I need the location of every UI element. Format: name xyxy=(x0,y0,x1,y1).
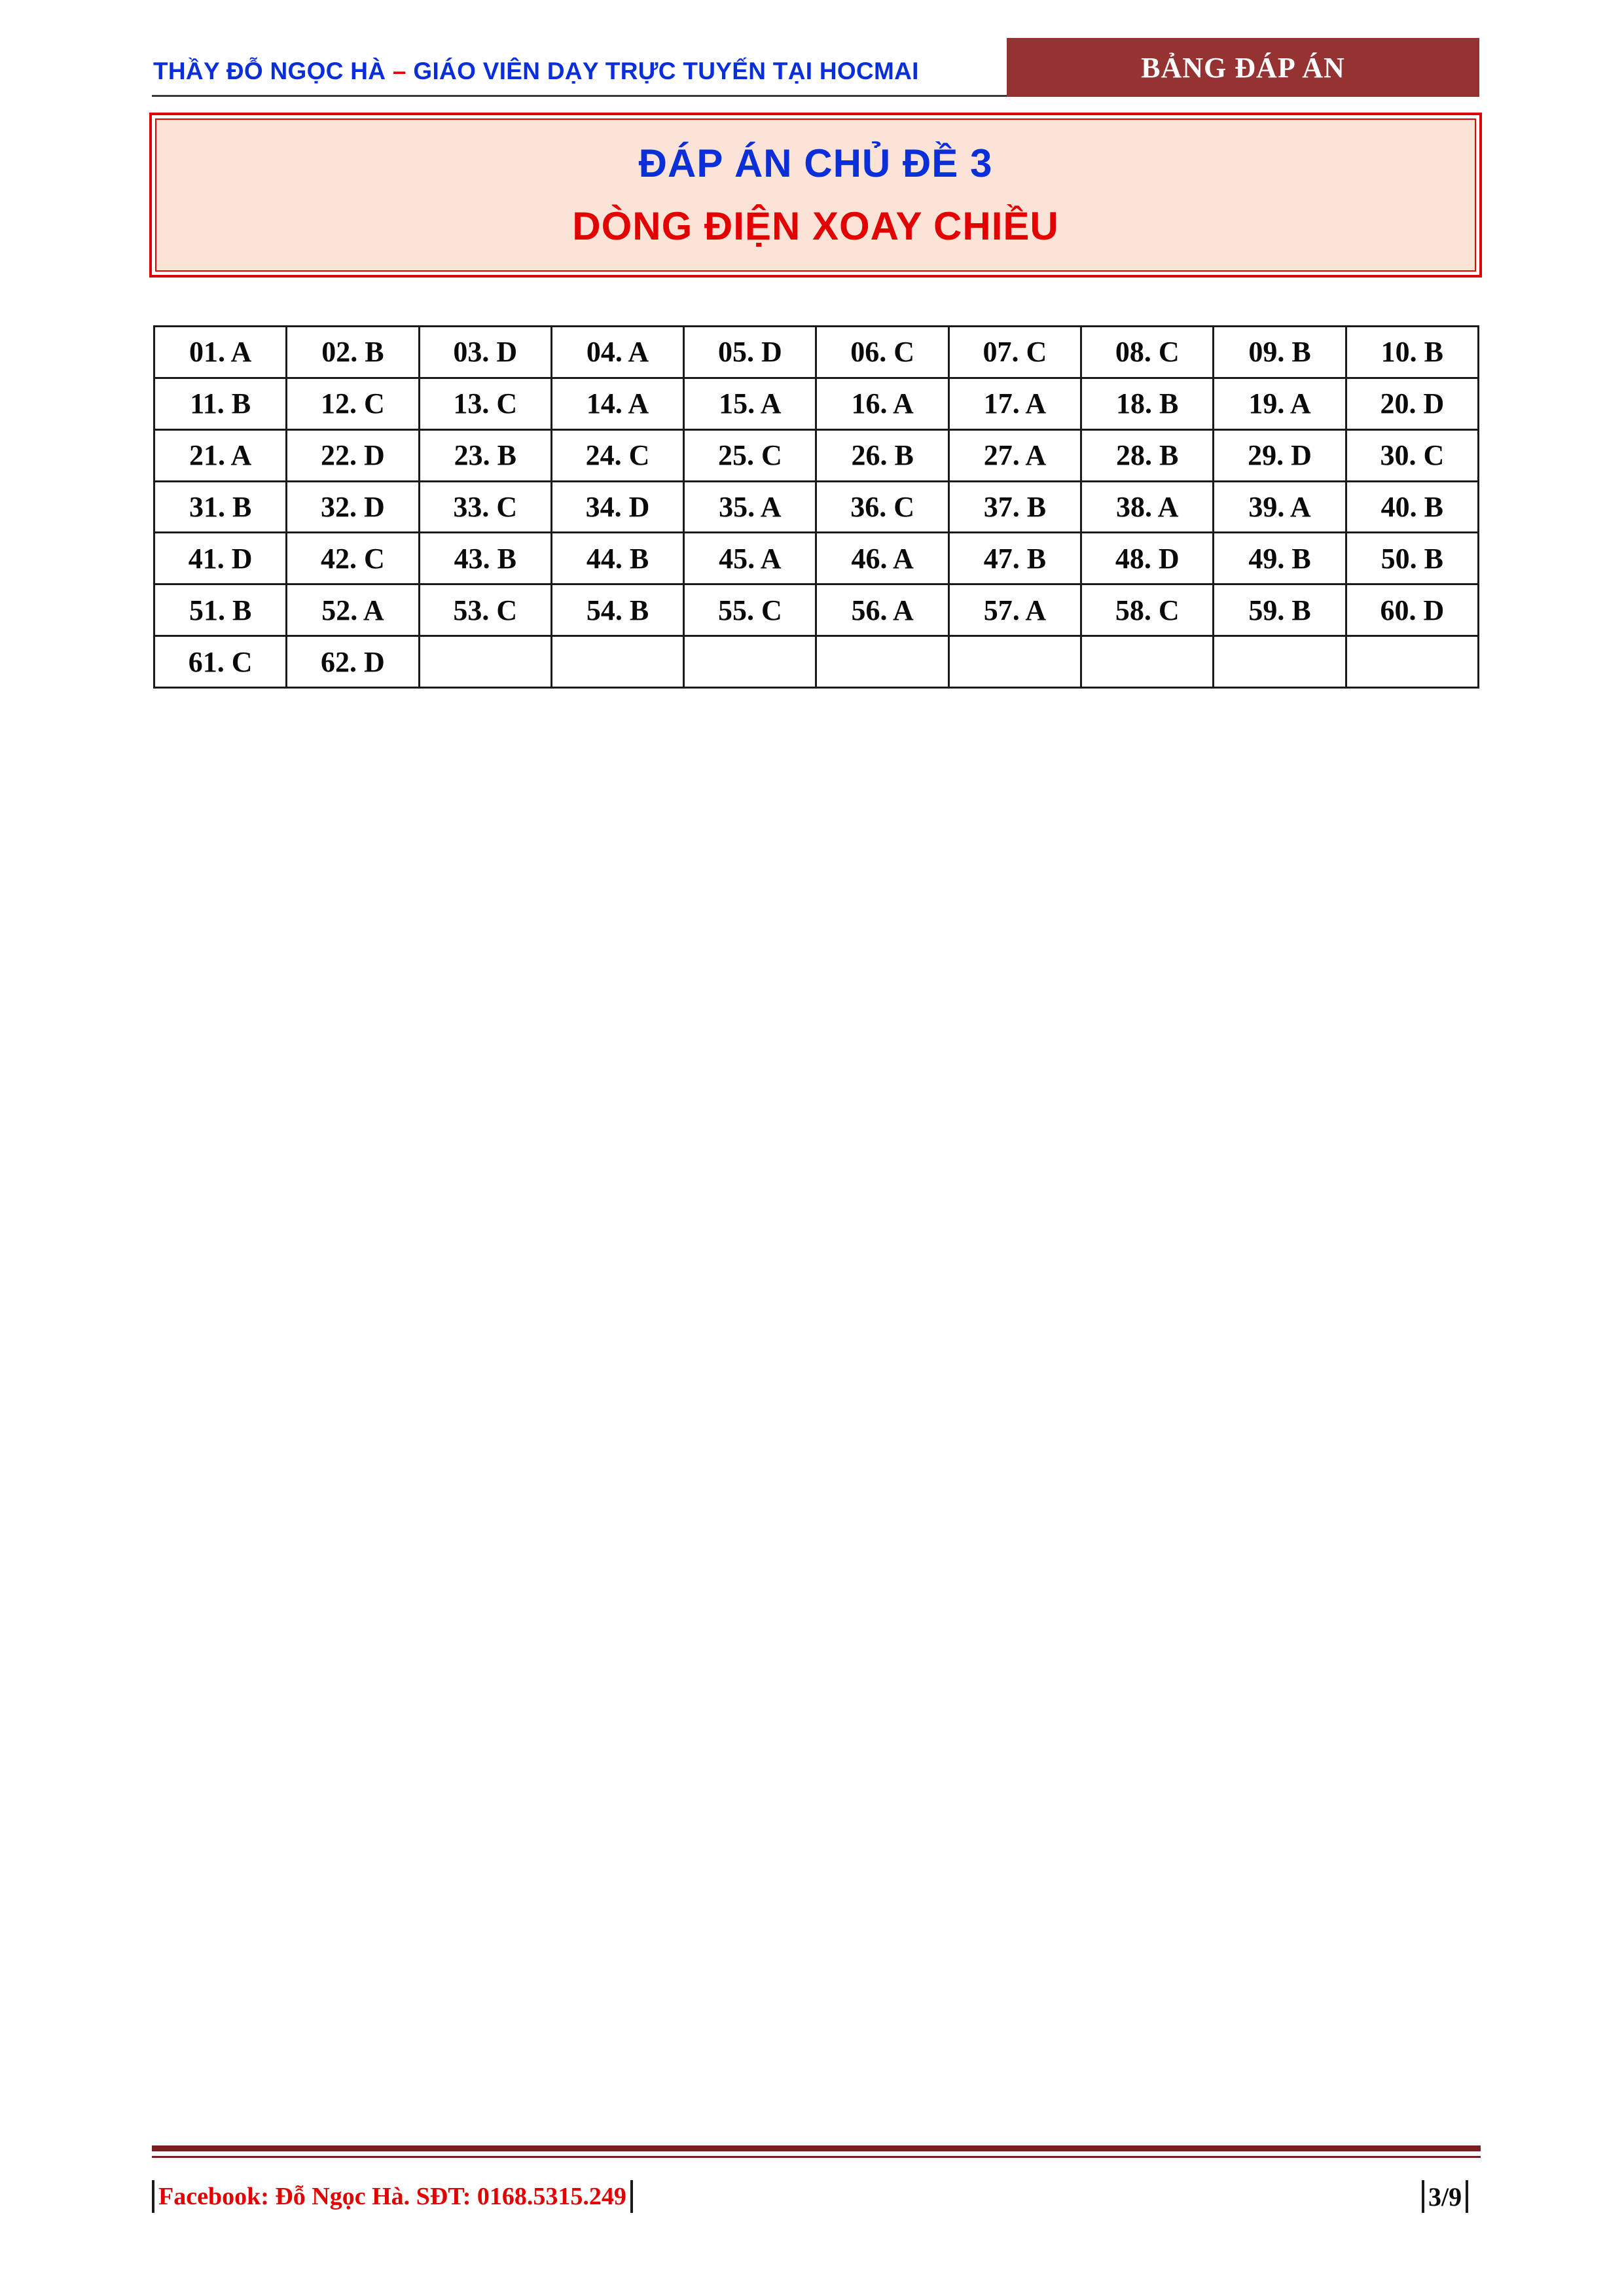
answer-cell: 31. B xyxy=(154,481,287,533)
page-subtitle: DÒNG ĐIỆN XOAY CHIỀU xyxy=(572,204,1059,248)
answer-cell: 21. A xyxy=(154,429,287,481)
table-row xyxy=(154,481,1479,533)
table-row xyxy=(154,378,1479,429)
footer-bar-right xyxy=(630,2180,633,2213)
answer-cell: 56. A xyxy=(816,584,948,636)
answer-cell: 29. D xyxy=(1214,429,1346,481)
answer-cell: 59. B xyxy=(1214,584,1346,636)
table-row xyxy=(154,327,1479,378)
answer-cell: 03. D xyxy=(419,327,551,378)
answer-cell: 19. A xyxy=(1214,378,1346,429)
footer-contact-text: Facebook: Đỗ Ngọc Hà. SĐT: 0168.5315.249 xyxy=(158,2183,626,2210)
answer-cell: 58. C xyxy=(1081,584,1214,636)
title-box-inner xyxy=(155,118,1476,272)
page-title: ĐÁP ÁN CHỦ ĐỀ 3 xyxy=(638,141,993,185)
answer-cell: 14. A xyxy=(551,378,683,429)
header-author-line xyxy=(153,52,1004,90)
table-row xyxy=(154,636,1479,688)
answer-cell: 53. C xyxy=(419,584,551,636)
answer-cell: 20. D xyxy=(1346,378,1478,429)
footer-contact xyxy=(152,2170,633,2223)
answer-cell xyxy=(684,636,816,688)
answer-cell: 32. D xyxy=(287,481,419,533)
answer-cell: 28. B xyxy=(1081,429,1214,481)
answer-cell: 50. B xyxy=(1346,533,1478,584)
footer-rule-thin xyxy=(152,2156,1481,2158)
answer-cell: 35. A xyxy=(684,481,816,533)
answer-cell: 57. A xyxy=(948,584,1081,636)
table-row xyxy=(154,429,1479,481)
answer-cell xyxy=(1214,636,1346,688)
header-underline xyxy=(152,95,1016,97)
answer-cell xyxy=(551,636,683,688)
answer-cell: 13. C xyxy=(419,378,551,429)
answer-cell xyxy=(1346,636,1478,688)
answer-cell: 49. B xyxy=(1214,533,1346,584)
answer-cell: 06. C xyxy=(816,327,948,378)
answer-cell: 60. D xyxy=(1346,584,1478,636)
title-box xyxy=(149,113,1482,278)
answer-cell: 15. A xyxy=(684,378,816,429)
answer-cell: 61. C xyxy=(154,636,287,688)
answer-cell: 04. A xyxy=(551,327,683,378)
answer-cell xyxy=(948,636,1081,688)
footer-bar-left xyxy=(152,2180,154,2213)
answer-cell: 30. C xyxy=(1346,429,1478,481)
answer-cell: 41. D xyxy=(154,533,287,584)
answer-cell xyxy=(419,636,551,688)
answer-cell: 10. B xyxy=(1346,327,1478,378)
footer-rule-thick xyxy=(152,2145,1481,2151)
table-row xyxy=(154,584,1479,636)
answer-cell: 36. C xyxy=(816,481,948,533)
answer-cell: 43. B xyxy=(419,533,551,584)
answer-cell: 54. B xyxy=(551,584,683,636)
page-number-text: 3/9 xyxy=(1428,2181,1462,2212)
answer-cell: 40. B xyxy=(1346,481,1478,533)
answer-table xyxy=(153,325,1479,689)
answer-cell: 37. B xyxy=(948,481,1081,533)
answer-cell: 33. C xyxy=(419,481,551,533)
answer-cell: 52. A xyxy=(287,584,419,636)
answer-cell: 44. B xyxy=(551,533,683,584)
answer-cell: 39. A xyxy=(1214,481,1346,533)
answer-cell: 46. A xyxy=(816,533,948,584)
answer-cell: 05. D xyxy=(684,327,816,378)
answer-cell: 25. C xyxy=(684,429,816,481)
answer-cell: 62. D xyxy=(287,636,419,688)
answer-cell: 45. A xyxy=(684,533,816,584)
header-separator: – xyxy=(386,58,414,84)
answer-cell: 18. B xyxy=(1081,378,1214,429)
answer-cell: 12. C xyxy=(287,378,419,429)
answer-cell: 07. C xyxy=(948,327,1081,378)
answer-cell: 16. A xyxy=(816,378,948,429)
answer-cell: 02. B xyxy=(287,327,419,378)
answer-cell: 51. B xyxy=(154,584,287,636)
answer-cell: 55. C xyxy=(684,584,816,636)
page-bar-left xyxy=(1422,2180,1424,2213)
footer-page-number xyxy=(1422,2170,1468,2223)
answer-cell: 24. C xyxy=(551,429,683,481)
header-subtitle: GIÁO VIÊN DẠY TRỰC TUYẾN TẠI HOCMAI xyxy=(413,58,919,84)
header-author: THẦY ĐỖ NGỌC HÀ xyxy=(153,58,386,84)
answer-cell: 01. A xyxy=(154,327,287,378)
answer-cell xyxy=(816,636,948,688)
answer-cell: 42. C xyxy=(287,533,419,584)
answer-cell: 17. A xyxy=(948,378,1081,429)
answer-cell: 26. B xyxy=(816,429,948,481)
page-bar-right xyxy=(1466,2180,1468,2213)
answer-cell: 22. D xyxy=(287,429,419,481)
header-badge: BẢNG ĐÁP ÁN xyxy=(1007,38,1479,97)
table-row xyxy=(154,533,1479,584)
answer-cell: 23. B xyxy=(419,429,551,481)
answer-cell: 48. D xyxy=(1081,533,1214,584)
answer-cell xyxy=(1081,636,1214,688)
answer-cell: 08. C xyxy=(1081,327,1214,378)
answer-cell: 47. B xyxy=(948,533,1081,584)
answer-cell: 34. D xyxy=(551,481,683,533)
answer-cell: 09. B xyxy=(1214,327,1346,378)
answer-cell: 38. A xyxy=(1081,481,1214,533)
answer-cell: 27. A xyxy=(948,429,1081,481)
answer-cell: 11. B xyxy=(154,378,287,429)
